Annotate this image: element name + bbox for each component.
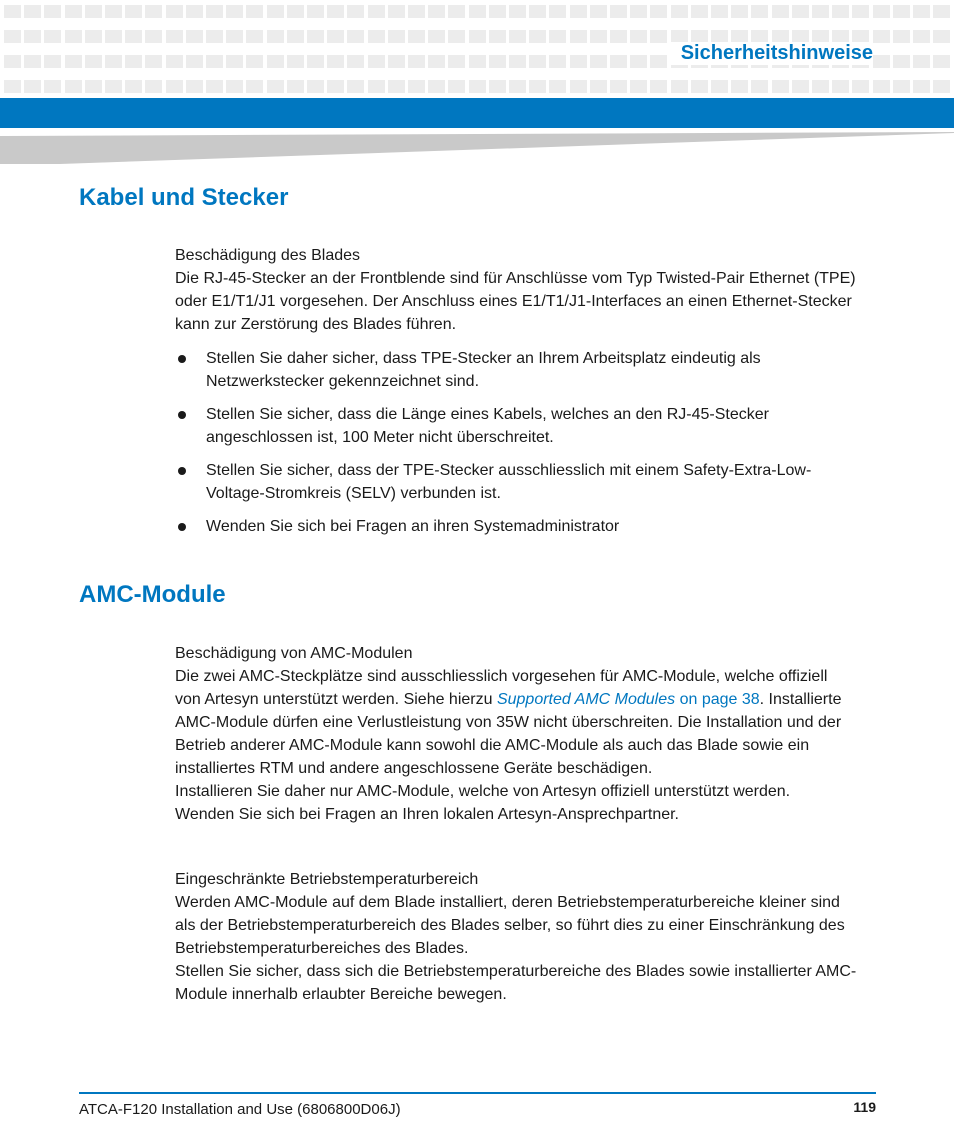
list-item: Stellen Sie sicher, dass der TPE-Stecker ausschliesslich mit einem Safety-Extra-Low- Voltage-Stromkreis (SELV) verbunden ist. — [175, 459, 865, 505]
header-tile — [388, 55, 405, 68]
header-tile — [469, 80, 486, 93]
kabel-subtitle: Beschädigung des Blades — [175, 247, 361, 264]
header-tile — [772, 80, 789, 93]
header-tile — [509, 80, 526, 93]
header-tile — [933, 5, 950, 18]
header-tile — [287, 5, 304, 18]
header-tile — [428, 55, 445, 68]
header-tile — [610, 30, 627, 43]
header-tile — [469, 30, 486, 43]
amc-block-temperature: Eingeschränkte Betriebstemperaturbereich Werden AMC-Module auf dem Blade installiert, deren Betriebstemperaturbereiche kleiner sind als der Betriebstemperaturbereich des Blades selber, so führt dies zu einer Einschränkung des Betriebstemperaturbereiches des Blades. Stellen Sie sicher, dass sich die Betriebstemperaturbereiche des Blades sowie installierter AMC- Module innerhalb erlaubter Bereiche bewegen. — [175, 868, 880, 1006]
header-tile — [85, 80, 102, 93]
header-tile — [610, 5, 627, 18]
header-tile — [731, 80, 748, 93]
header-tile — [368, 55, 385, 68]
header-tile — [145, 55, 162, 68]
header-tile — [469, 55, 486, 68]
header-tile — [751, 80, 768, 93]
header-tile — [893, 55, 910, 68]
header-tile — [529, 55, 546, 68]
header-tile — [711, 5, 728, 18]
header-tile — [65, 30, 82, 43]
header-tile — [388, 30, 405, 43]
header-tile — [590, 5, 607, 18]
header-tile — [226, 30, 243, 43]
header-tile — [630, 55, 647, 68]
header-tile — [448, 30, 465, 43]
header-tile — [650, 55, 667, 68]
header-tile — [186, 5, 203, 18]
header-tile — [671, 80, 688, 93]
header-tile — [893, 80, 910, 93]
header-tile — [186, 80, 203, 93]
amc-subtitle: Beschädigung von AMC-Modulen — [175, 645, 413, 662]
header-tile — [610, 80, 627, 93]
header-tile — [44, 55, 61, 68]
header-tile — [549, 5, 566, 18]
header-tile — [267, 5, 284, 18]
header-tile — [792, 80, 809, 93]
header-tile — [327, 30, 344, 43]
header-tile — [630, 5, 647, 18]
header-tile — [4, 80, 21, 93]
header-tile — [125, 80, 142, 93]
header-tile — [448, 5, 465, 18]
header-blue-band — [0, 98, 954, 128]
header-tile — [549, 80, 566, 93]
header-tile — [489, 55, 506, 68]
header-tile — [368, 5, 385, 18]
header-tile — [873, 80, 890, 93]
header-tile — [933, 55, 950, 68]
header-tile — [327, 80, 344, 93]
header-tile — [408, 80, 425, 93]
bullet-icon — [178, 523, 186, 531]
header-tile — [408, 5, 425, 18]
header-tile — [489, 5, 506, 18]
header-tile — [206, 30, 223, 43]
header-tile — [610, 55, 627, 68]
header-tile — [832, 80, 849, 93]
header-tile — [873, 55, 890, 68]
header-tile — [226, 55, 243, 68]
header-tile — [307, 5, 324, 18]
header-tile — [428, 30, 445, 43]
header-tile — [812, 5, 829, 18]
header-tile — [873, 30, 890, 43]
header-tile — [125, 5, 142, 18]
header-tile — [105, 80, 122, 93]
header-tile — [65, 80, 82, 93]
header-tile — [933, 80, 950, 93]
page-number: 119 — [853, 1099, 876, 1115]
header-tile — [489, 80, 506, 93]
header-tile — [327, 55, 344, 68]
header-tile — [570, 55, 587, 68]
header-tile — [246, 80, 263, 93]
header-tile — [448, 55, 465, 68]
header-tile — [65, 55, 82, 68]
header-tile — [125, 55, 142, 68]
heading-kabel-und-stecker: Kabel und Stecker — [79, 184, 289, 211]
header-tile — [166, 5, 183, 18]
amc-temp-subtitle: Eingeschränkte Betriebstemperaturbereich — [175, 871, 479, 888]
header-tile — [347, 30, 364, 43]
header-tile — [307, 30, 324, 43]
header-tile — [307, 80, 324, 93]
header-tile — [509, 5, 526, 18]
kabel-bullet-list — [175, 347, 865, 538]
header-tile — [287, 30, 304, 43]
header-tile — [590, 55, 607, 68]
header-tile — [772, 5, 789, 18]
header-tile — [166, 80, 183, 93]
header-tile — [408, 55, 425, 68]
header-tile — [691, 80, 708, 93]
header-tile — [832, 5, 849, 18]
kabel-intro — [175, 244, 880, 336]
bullet-icon — [178, 355, 186, 363]
amc-block-damage: Beschädigung von AMC-Modulen Die zwei AMC-Steckplätze sind ausschliesslich vorgesehen für AMC-Module, welche offiziell von Artesyn unterstützt werden. Siehe hierzu Supported AMC Modules on page 38. Installierte AMC-Module dürfen eine Verlustleistung von 35W nicht überschreiten. Die Installation und der Betrieb anderer AMC-Module kann sowohl die AMC-Module als auch das Blade sowie ein installiertes RTM und andere angeschlossene Geräte beschädigen. Installieren Sie daher nur AMC-Module, welche von Artesyn offiziell unterstützt werden. Wenden Sie sich bei Fragen an Ihren lokalen Artesyn-Ansprechpartner. — [175, 642, 880, 826]
header-tile — [206, 55, 223, 68]
header-tile — [549, 30, 566, 43]
header-tile — [570, 5, 587, 18]
header-tile — [368, 80, 385, 93]
footer-rule — [79, 1092, 876, 1094]
header-tile — [267, 80, 284, 93]
header-tile — [267, 55, 284, 68]
header-tile — [650, 30, 667, 43]
header-tile — [852, 5, 869, 18]
header-tile — [347, 5, 364, 18]
header-tile — [852, 80, 869, 93]
header-tile — [893, 30, 910, 43]
header-tile — [489, 30, 506, 43]
header-tile — [529, 5, 546, 18]
header-tile — [145, 30, 162, 43]
header-tile — [44, 5, 61, 18]
header-tile — [893, 5, 910, 18]
header-tile — [206, 80, 223, 93]
header-tile — [246, 55, 263, 68]
supported-amc-modules-link[interactable]: Supported AMC Modules on page 38 — [496, 691, 760, 708]
header-tile — [246, 30, 263, 43]
kabel-intro-line: oder E1/T1/J1 vorgesehen. Der Anschluss eines E1/T1/J1-Interfaces an einen Ethernet-Stecker — [175, 293, 852, 310]
running-header-title: Sicherheitshinweise — [671, 42, 873, 65]
list-item: Stellen Sie sicher, dass die Länge eines Kabels, welches an den RJ-45-Stecker angeschlossen ist, 100 Meter nicht überschreitet. — [175, 403, 865, 449]
header-tile — [105, 55, 122, 68]
list-item: Wenden Sie sich bei Fragen an ihren Systemadministrator — [175, 515, 865, 538]
header-tile — [570, 80, 587, 93]
header-tile — [105, 5, 122, 18]
header-tile — [4, 55, 21, 68]
header-tile — [368, 30, 385, 43]
header-tile — [570, 30, 587, 43]
header-tile — [24, 55, 41, 68]
footer-doc-title: ATCA-F120 Installation and Use (6806800D06J) — [79, 1101, 401, 1118]
header-tile — [226, 80, 243, 93]
header-tile — [85, 5, 102, 18]
kabel-intro-line: Die RJ-45-Stecker an der Frontblende sind für Anschlüsse vom Typ Twisted-Pair Ethernet (TPE) — [175, 270, 856, 287]
header-tile — [145, 80, 162, 93]
header-tile — [913, 30, 930, 43]
header-tile — [4, 5, 21, 18]
header-tile — [287, 55, 304, 68]
header-tile — [751, 5, 768, 18]
header-tile — [24, 30, 41, 43]
header-tile — [226, 5, 243, 18]
header-tile — [529, 30, 546, 43]
header-tile — [24, 5, 41, 18]
header-tile — [125, 30, 142, 43]
header-tile — [873, 5, 890, 18]
header-tile — [792, 5, 809, 18]
header-tile — [469, 5, 486, 18]
header-tile — [509, 30, 526, 43]
header-tile — [711, 80, 728, 93]
header-tile — [913, 5, 930, 18]
header-tile — [691, 5, 708, 18]
header-tile — [388, 80, 405, 93]
header-tile — [186, 55, 203, 68]
header-tile — [408, 30, 425, 43]
header-tile — [347, 55, 364, 68]
header-tile — [630, 30, 647, 43]
header-tile — [44, 80, 61, 93]
header-tile — [812, 80, 829, 93]
header-tile — [933, 30, 950, 43]
header-tile — [913, 80, 930, 93]
header-tile — [105, 30, 122, 43]
heading-amc-module: AMC-Module — [79, 581, 226, 608]
header-tile — [529, 80, 546, 93]
header-tile — [4, 30, 21, 43]
header-tile — [388, 5, 405, 18]
kabel-intro-line: kann zur Zerstörung des Blades führen. — [175, 316, 457, 333]
header-tile — [186, 30, 203, 43]
header-tile — [549, 55, 566, 68]
header-tile — [913, 55, 930, 68]
header-tile — [327, 5, 344, 18]
header-tile — [287, 80, 304, 93]
header-tile — [267, 30, 284, 43]
header-tile — [24, 80, 41, 93]
header-tile — [630, 80, 647, 93]
header-tile — [85, 55, 102, 68]
header-tile — [428, 5, 445, 18]
header-tile — [85, 30, 102, 43]
list-item: Stellen Sie daher sicher, dass TPE-Stecker an Ihrem Arbeitsplatz eindeutig als Netzwerkstecker gekennzeichnet sind. — [175, 347, 865, 393]
header-tile — [44, 30, 61, 43]
header-tile — [307, 55, 324, 68]
header-tile — [731, 5, 748, 18]
header-tile — [448, 80, 465, 93]
header-tile — [671, 5, 688, 18]
header-tile — [509, 55, 526, 68]
header-tile — [65, 5, 82, 18]
header-tile — [590, 80, 607, 93]
header-tile — [166, 30, 183, 43]
bullet-icon — [178, 467, 186, 475]
header-gray-wedge — [0, 130, 954, 164]
bullet-icon — [178, 411, 186, 419]
header-tile — [650, 5, 667, 18]
header-tile — [590, 30, 607, 43]
header-tile — [145, 5, 162, 18]
header-tile — [166, 55, 183, 68]
header-tile — [347, 80, 364, 93]
header-tile — [650, 80, 667, 93]
header-tile — [428, 80, 445, 93]
header-tile — [206, 5, 223, 18]
header-tile — [246, 5, 263, 18]
